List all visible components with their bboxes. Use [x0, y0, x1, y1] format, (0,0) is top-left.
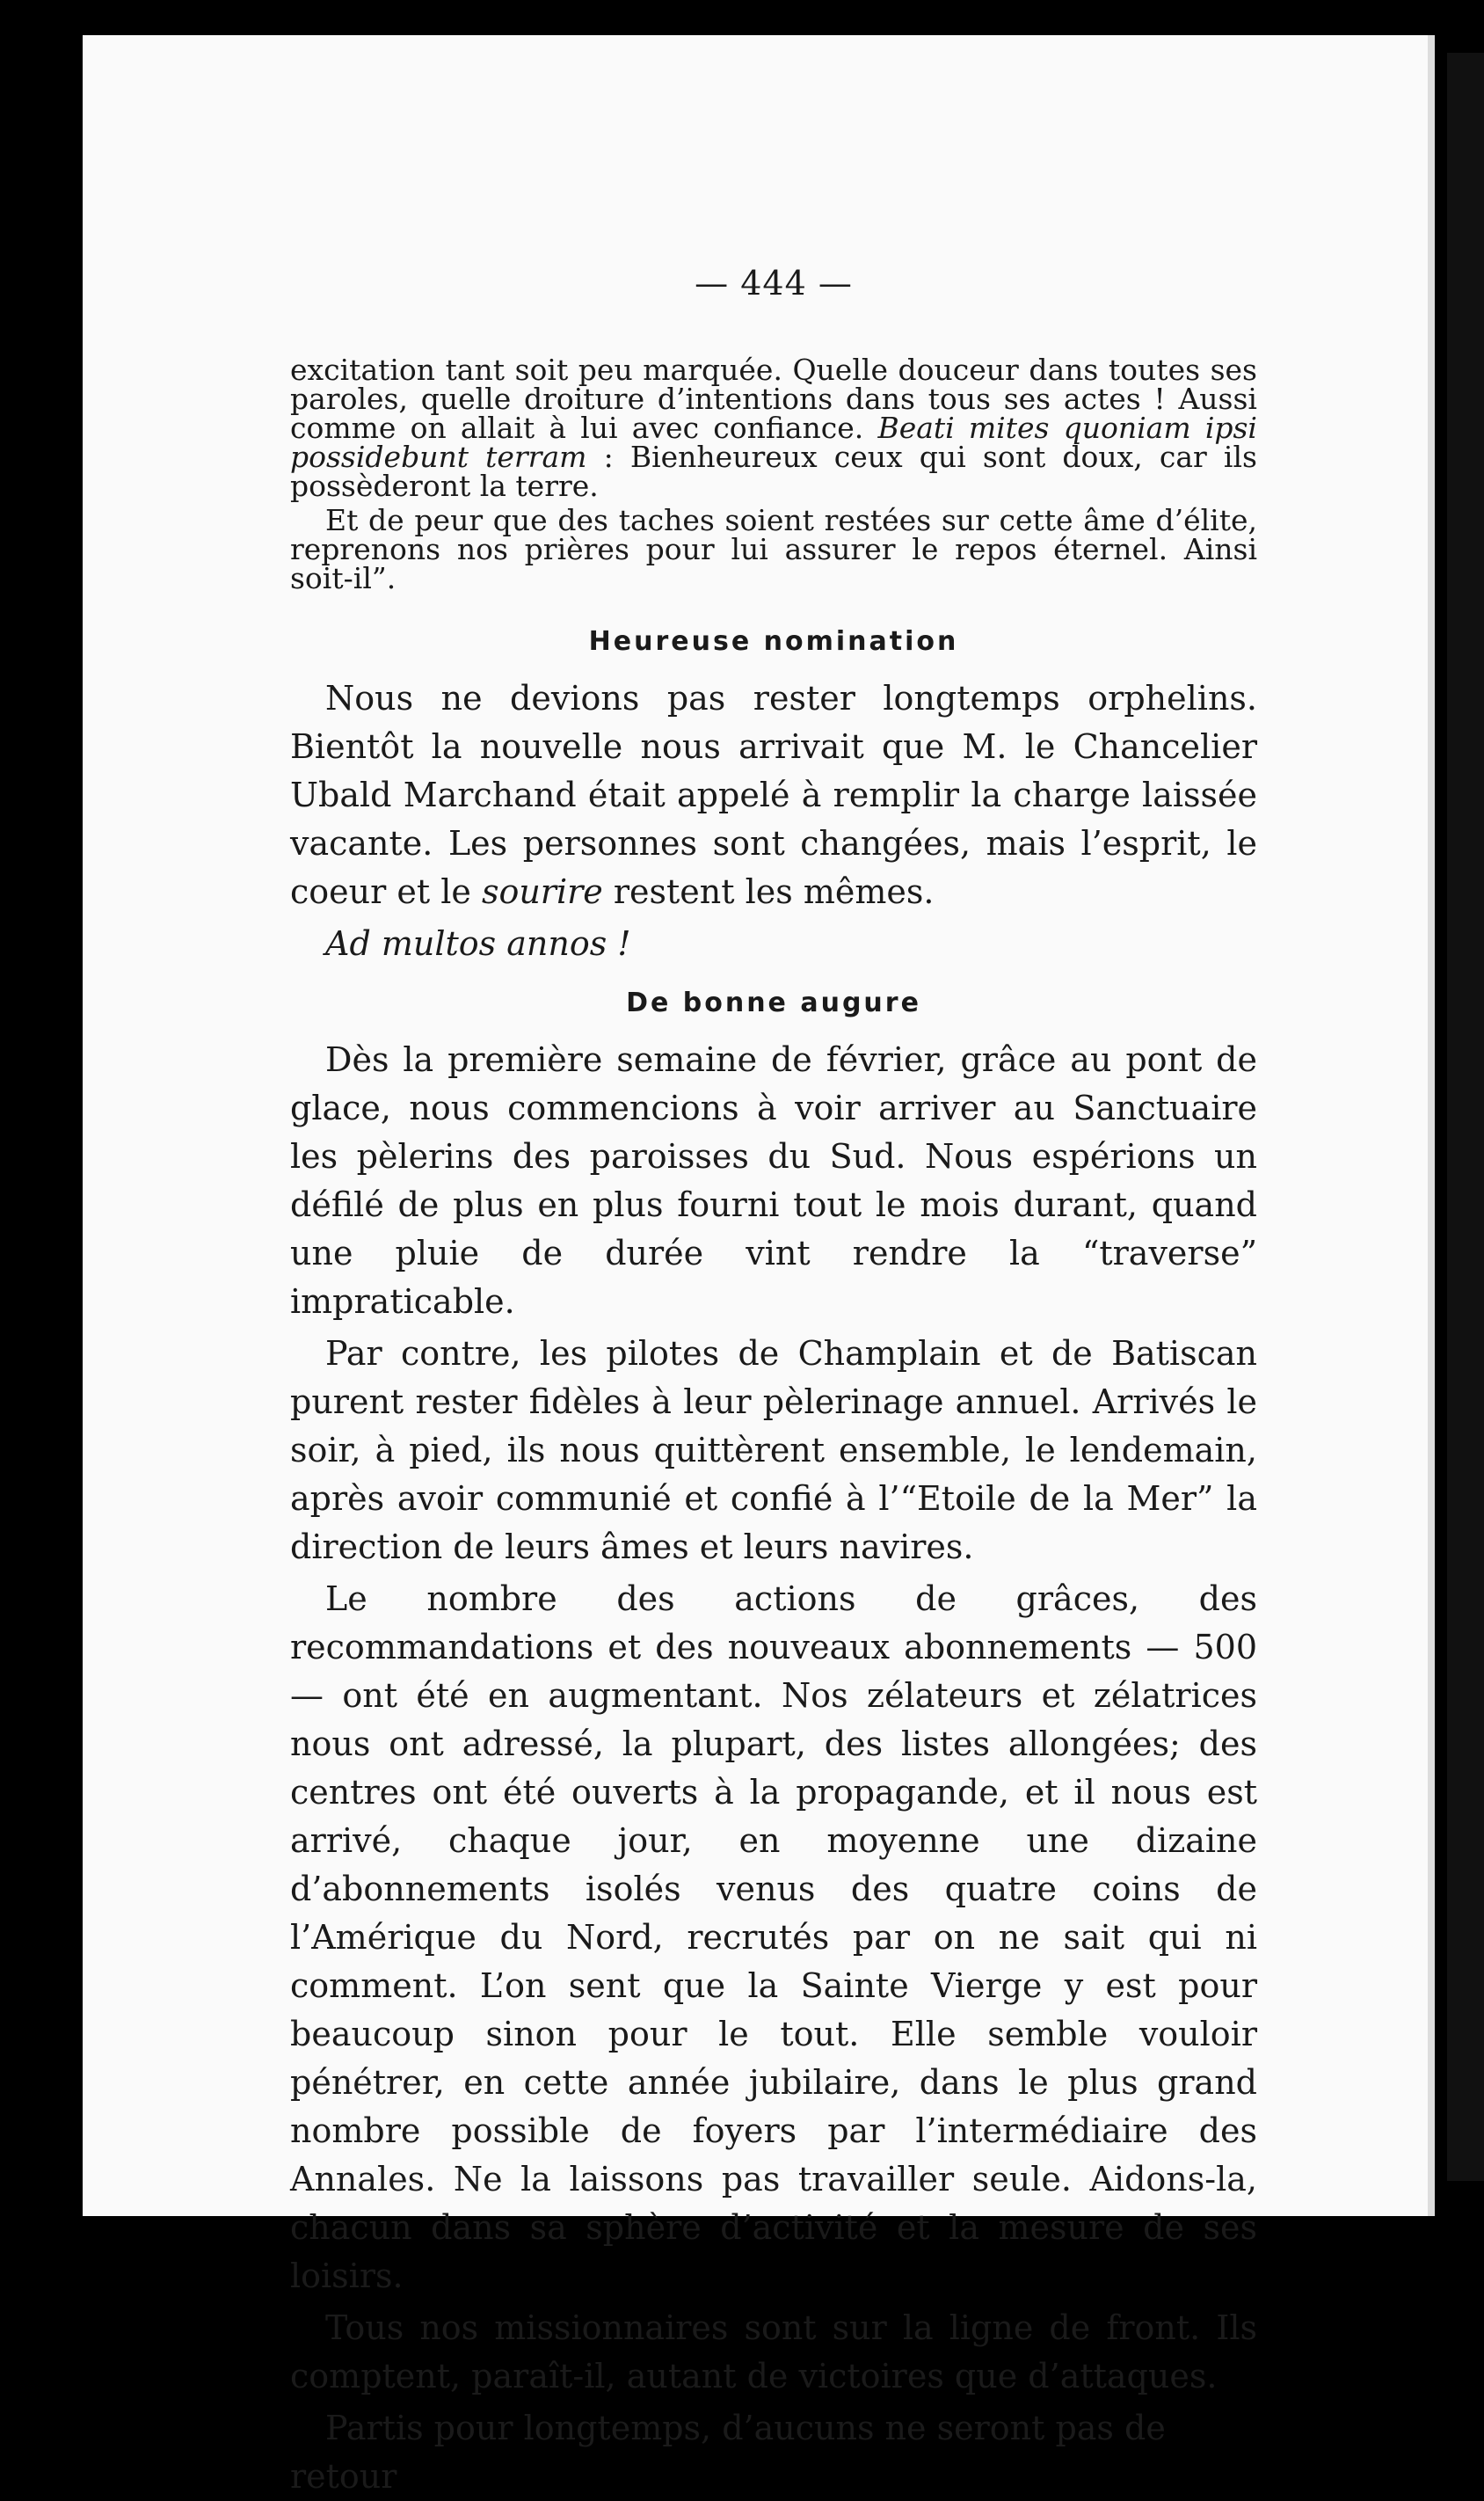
paragraph-5: Partis pour longtemps, d’aucuns ne seront pas de retour	[290, 2409, 1166, 2496]
intro-paragraph-2: Et de peur que des taches soient restées sur cette âme d’élite, reprenons nos prières pour lui assurer le repos éternel. Ainsi soit-il”.	[290, 503, 1257, 595]
paragraph-2: Par contre, les pilotes de Champlain et de Batiscan purent rester fidèles à leur pèlerinage annuel. Arrivés le soir, à pied, ils nous quittèrent ensemble, le lendemain, après avoir communié et confié à l’“Etoile de la Mer” la direction de leurs âmes et leurs navires.	[290, 1334, 1257, 1566]
section-heading-nomination: Heureuse nomination	[588, 626, 959, 657]
nomination-text-1: Nous ne devions pas rester longtemps orphelins. Bientôt la nouvelle nous arrivait que M. le Chancelier Ubald Marchand était appelé à remplir la charge laissée vacante. Les personnes sont changées, mais l’esprit, le coeur et le	[290, 679, 1257, 911]
nomination-italic-word: sourire	[481, 872, 603, 911]
intro-text-1: excitation tant soit peu marquée. Quelle douceur dans toutes ses paroles, quelle droiture d’intentions dans tous ses actes ! Aussi comme on allait à lui avec confiance.	[290, 353, 1257, 445]
intro-paragraph	[290, 353, 1257, 503]
paragraph-4: Tous nos missionnaires sont sur la ligne de front. Ils comptent, paraît-il, autant de victoires que d’attaques.	[290, 2308, 1257, 2395]
section-heading-augure: De bonne augure	[626, 988, 921, 1018]
motto: Ad multos annos !	[325, 924, 631, 963]
nomination-text-2: restent les mêmes.	[613, 872, 935, 911]
paragraph-3: Le nombre des actions de grâces, des recommandations et des nouveaux abonnements — 500 — ont été en augmentant. Nos zélateurs et zélatrices nous ont adressé, la plupart, des listes allongées; des centres ont été ouverts à la propagande, et il nous est arrivé, chaque jour, en moyenne une dizaine d’abonnements isolés venus des quatre coins de l’Amérique du Nord, recrutés par on ne sait qui ni comment. L’on sent que la Sainte Vierge y est pour beaucoup sinon pour le tout. Elle semble vouloir pénétrer, en cette année jubilaire, dans le plus grand nombre possible de foyers par l’intermédiaire des Annales. Ne la laissons pas travailler seule. Aidons-la, chacun dans sa sphère d’activité et la mesure de ses loisirs.	[290, 1579, 1257, 2295]
page-edge	[1428, 35, 1435, 2216]
intro-text-2: : Bienheureux ceux qui sont doux, car ils possèderont la terre.	[290, 440, 1257, 503]
paragraph-1: Dès la première semaine de février, grâce au pont de glace, nous commencions à voir arriver au Sanctuaire les pèlerins des paroisses du Sud. Nous espérions un défilé de plus en plus fourni tout le mois durant, quand une pluie de durée vint rendre la “traverse” impraticable.	[290, 1040, 1257, 1321]
nomination-paragraph	[290, 674, 1257, 916]
page-number: — 444 —	[695, 264, 853, 303]
intro-latin-quote: Beati mites quoniam ipsi possidebunt terram	[290, 411, 1257, 474]
page-text	[290, 264, 1257, 2501]
binding-strip	[1447, 53, 1484, 2181]
